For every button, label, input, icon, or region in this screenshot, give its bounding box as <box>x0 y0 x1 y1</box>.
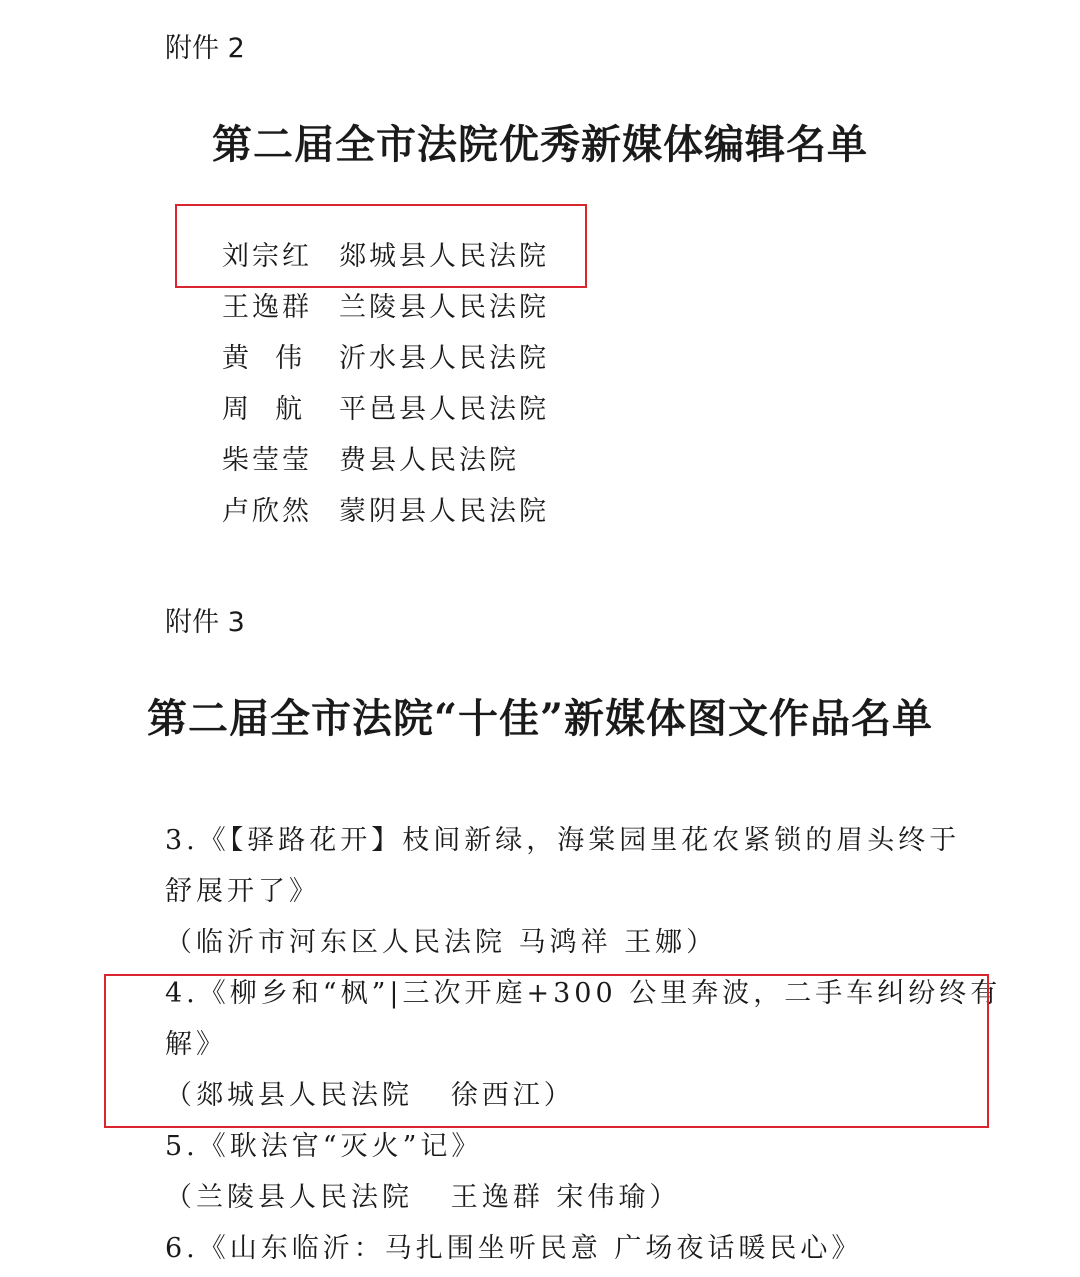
editor-name: 卢欣然 <box>222 496 312 527</box>
editor-name: 刘宗红 <box>222 241 312 272</box>
work-authors: （兰陵县人民法院 王逸群 宋伟瑜） <box>165 1182 681 1213</box>
editors-list-title: 第二届全市法院优秀新媒体编辑名单 <box>212 121 868 168</box>
editor-name: 柴莹莹 <box>222 445 312 476</box>
editor-row <box>222 381 549 432</box>
work-title: 5.《耿法官“灭火”记》 <box>165 1131 483 1162</box>
work-title: 3.《【驿路花开】枝间新绿，海棠园里花农紧锁的眉头终于 <box>165 825 961 856</box>
editor-row <box>222 432 549 483</box>
editor-row <box>222 330 549 381</box>
editor-name: 周 航 <box>222 394 306 425</box>
attachment-3-label: 附件 3 <box>165 607 245 638</box>
editor-court: 兰陵县人民法院 <box>339 292 549 323</box>
work-title: 4.《柳乡和“枫”|三次开庭+300 公里奔波，二手车纠纷终有 <box>165 978 1002 1009</box>
works-list-title: 第二届全市法院“十佳”新媒体图文作品名单 <box>146 695 933 742</box>
editor-court: 沂水县人民法院 <box>339 343 549 374</box>
red-highlight-box <box>175 204 587 288</box>
editor-name: 黄 伟 <box>222 343 306 374</box>
work-authors: （郯城县人民法院 徐西江） <box>165 1080 575 1111</box>
work-title-continued: 解》 <box>165 1029 227 1060</box>
attachment-2-label: 附件 2 <box>165 33 245 64</box>
editor-court: 蒙阴县人民法院 <box>339 496 549 527</box>
editor-court: 平邑县人民法院 <box>339 394 549 425</box>
red-highlight-box <box>104 974 989 1128</box>
editor-row <box>222 483 549 534</box>
work-item <box>165 1121 955 1223</box>
work-title: 6.《山东临沂：马扎围坐听民意 广场夜话暖民心》 <box>165 1233 863 1264</box>
work-item <box>165 815 961 968</box>
editor-name: 王逸群 <box>222 292 312 323</box>
work-item <box>165 1223 955 1274</box>
editor-court: 郯城县人民法院 <box>339 241 549 272</box>
work-authors: （临沂市河东区人民法院 马鸿祥 王娜） <box>165 927 718 958</box>
editor-court: 费县人民法院 <box>339 445 519 476</box>
work-title-continued: 舒展开了》 <box>165 876 320 907</box>
